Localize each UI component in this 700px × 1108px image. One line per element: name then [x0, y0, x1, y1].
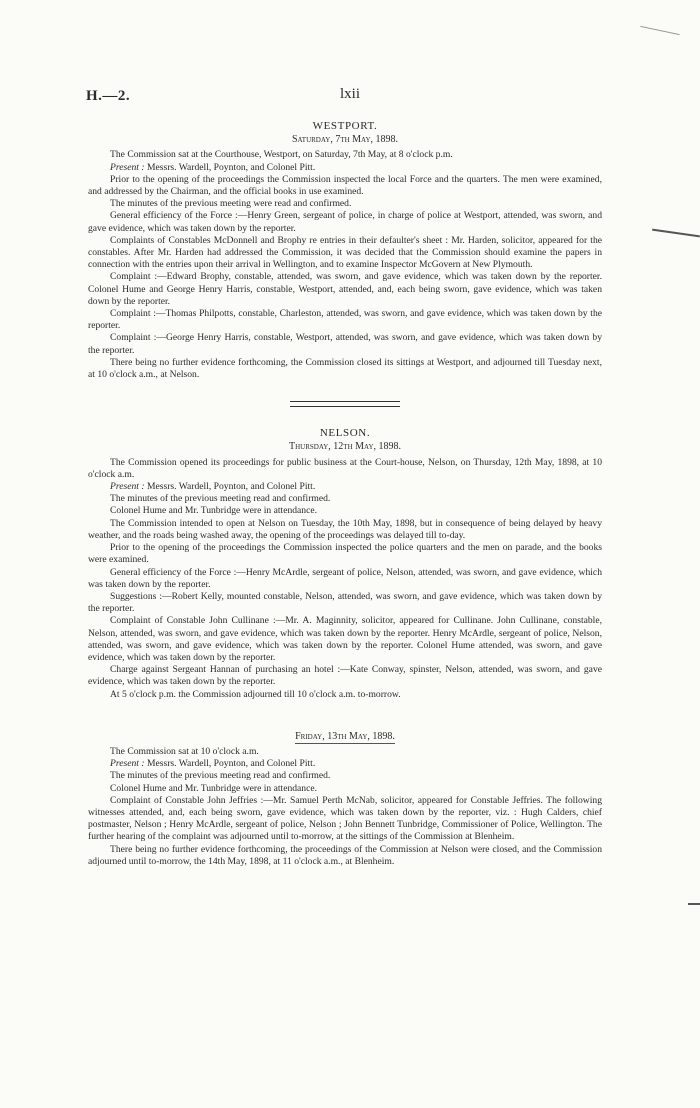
section-spacer [88, 701, 602, 731]
section-title: WESTPORT. [312, 120, 378, 132]
paragraph: Present : Messrs. Wardell, Poynton, and Colonel Pitt. [110, 481, 316, 493]
paragraph: The Commission opened its proceedings for public business at the Court-house, Nelson, on Thursday, 12th May, 1898, at 10 o'clock a.m. [88, 456, 602, 480]
sitting-date: Saturday, 7th May, 1898. [291, 134, 399, 146]
paragraph: Present : Messrs. Wardell, Poynton, and Colonel Pitt. [110, 161, 316, 173]
paragraph: General efficiency of the Force :—Henry Green, sergeant of police, in charge of police at Westport, attended, was sworn, and gave evidence, which was taken down by the reporter. [88, 210, 602, 234]
paragraph: The minutes of the previous meeting read and confirmed. [110, 493, 331, 505]
paragraph: The minutes of the previous meeting read and confirmed. [110, 770, 331, 782]
present-label: Present : [110, 161, 145, 173]
scan-mark [640, 26, 679, 35]
paragraph: Complaints of Constables McDonnell and Brophy re entries in their defaulter's sheet : Mr. Harden, solicitor, appeared for the constables. After Mr. Harden had addressed the Commission, it was decided that the Commission should examine the papers in connection with the entries upon their arrival in Wellington, and to examine Inspector McGovern at New Plymouth. [88, 234, 602, 271]
scan-mark [688, 903, 700, 905]
sitting-date: Thursday, 12th May, 1898. [289, 441, 401, 453]
paragraph: Complaint :—Edward Brophy, constable, attended, was sworn, and gave evidence, which was taken down by the reporter. Colonel Hume and George Henry Harris, constable, Westport, attended, and, each being sworn, gave evidence, which was taken down by the reporter. [88, 271, 602, 307]
paragraph: The Commission intended to open at Nelson on Tuesday, the 10th May, 1898, but in consequence of being delayed by heavy weather, and the roads being washed away, the opening of the proceedings was delayed till to-day. [88, 517, 602, 541]
paragraph: Prior to the opening of the proceedings the Commission inspected the police quarters and the men on parade, and the books were examined. [88, 542, 602, 566]
paragraph: Prior to the opening of the proceedings the Commission inspected the local Force and the quarters. The men were examined, and addressed by the Chairman, and the official books in use examined. [88, 173, 602, 198]
paragraph: General efficiency of the Force :—Henry McArdle, sergeant of police, Nelson, attended, was sworn, and gave evidence, which was taken down by the reporter. [88, 566, 602, 590]
paragraph: Colonel Hume and Mr. Tunbridge were in attendance. [110, 505, 318, 517]
paragraph: The Commission sat at 10 o'clock a.m. [110, 745, 259, 757]
paragraph: Complaint of Constable John Jeffries :—Mr. Samuel Perth McNab, solicitor, appeared for Constable Jeffries. The following witnesses attended, and, each being sworn, gave evidence, which was taken down by the reporter, viz. : Hugh Calders, chief postmaster, Nelson ; Henry McArdle, sergeant of police, Nelson ; John Bennett Tunbridge, Commissioner of Police, Wellington. The further hearing of the complaint was adjourned until to-morrow, at the sittings of the Commission at Blenheim. [88, 794, 602, 843]
paragraph: There being no further evidence forthcoming, the proceedings of the Commission at Nelson were closed, and the Commission adjourned until to-morrow, the 14th May, 1898, at 11 o'clock a.m., at Blenheim. [88, 843, 602, 867]
section-westport [88, 120, 602, 381]
paragraph: Suggestions :—Robert Kelly, mounted constable, Nelson, attended, was sworn, and gave evidence, which was taken down by the reporter. [88, 590, 602, 615]
scan-mark [652, 229, 700, 238]
present-label: Present : [110, 481, 145, 493]
paragraph: At 5 o'clock p.m. the Commission adjourned till 10 o'clock a.m. to-morrow. [110, 688, 401, 700]
paragraph: Charge against Sergeant Hannan of purchasing an hotel :—Kate Conway, spinster, Nelson, attended, was sworn, and gave evidence, which was taken down by the reporter. [88, 664, 602, 688]
section-nelson-friday [88, 731, 602, 868]
document-reference: H.—2. [86, 88, 131, 104]
paragraph: Complaint of Constable John Cullinane :—Mr. A. Maginnity, solicitor, appeared for Cullinane. John Cullinane, constable, Nelson, attended, was sworn, and gave evidence, which was taken down by the reporter. Henry McArdle, sergeant of police, Nelson, attended, was sworn, and gave evidence, which was taken down by the reporter. Colonel Hume attended, was sworn, and gave evidence, which was taken down by the reporter. [88, 615, 602, 663]
paragraph: There being no further evidence forthcoming, the Commission closed its sittings at Westport, and adjourned till Tuesday next, at 10 o'clock a.m., at Nelson. [88, 356, 602, 381]
paragraph: Present : Messrs. Wardell, Poynton, and Colonel Pitt. [110, 758, 316, 770]
section-title: NELSON. [319, 427, 371, 440]
page-number: lxii [339, 86, 360, 102]
paragraph: Complaint :—George Henry Harris, constable, Westport, attended, was sworn, and gave evidence, which was taken down by the reporter. [88, 332, 602, 356]
paragraph: The minutes of the previous meeting were read and confirmed. [110, 198, 352, 210]
section-nelson [88, 427, 602, 700]
sitting-date: Friday, 13th May, 1898. [295, 730, 395, 742]
paragraph: Complaint :—Thomas Philpotts, constable, Charleston, attended, was sworn, and gave evidence, which was taken down by the reporter. [88, 308, 602, 332]
document-body [88, 116, 602, 868]
paragraph: The Commission sat at the Courthouse, Westport, on Saturday, 7th May, at 8 o'clock p.m. [110, 149, 453, 161]
section-divider [290, 401, 400, 407]
present-label: Present : [110, 758, 145, 770]
paragraph: Colonel Hume and Mr. Tunbridge were in attendance. [110, 782, 318, 794]
